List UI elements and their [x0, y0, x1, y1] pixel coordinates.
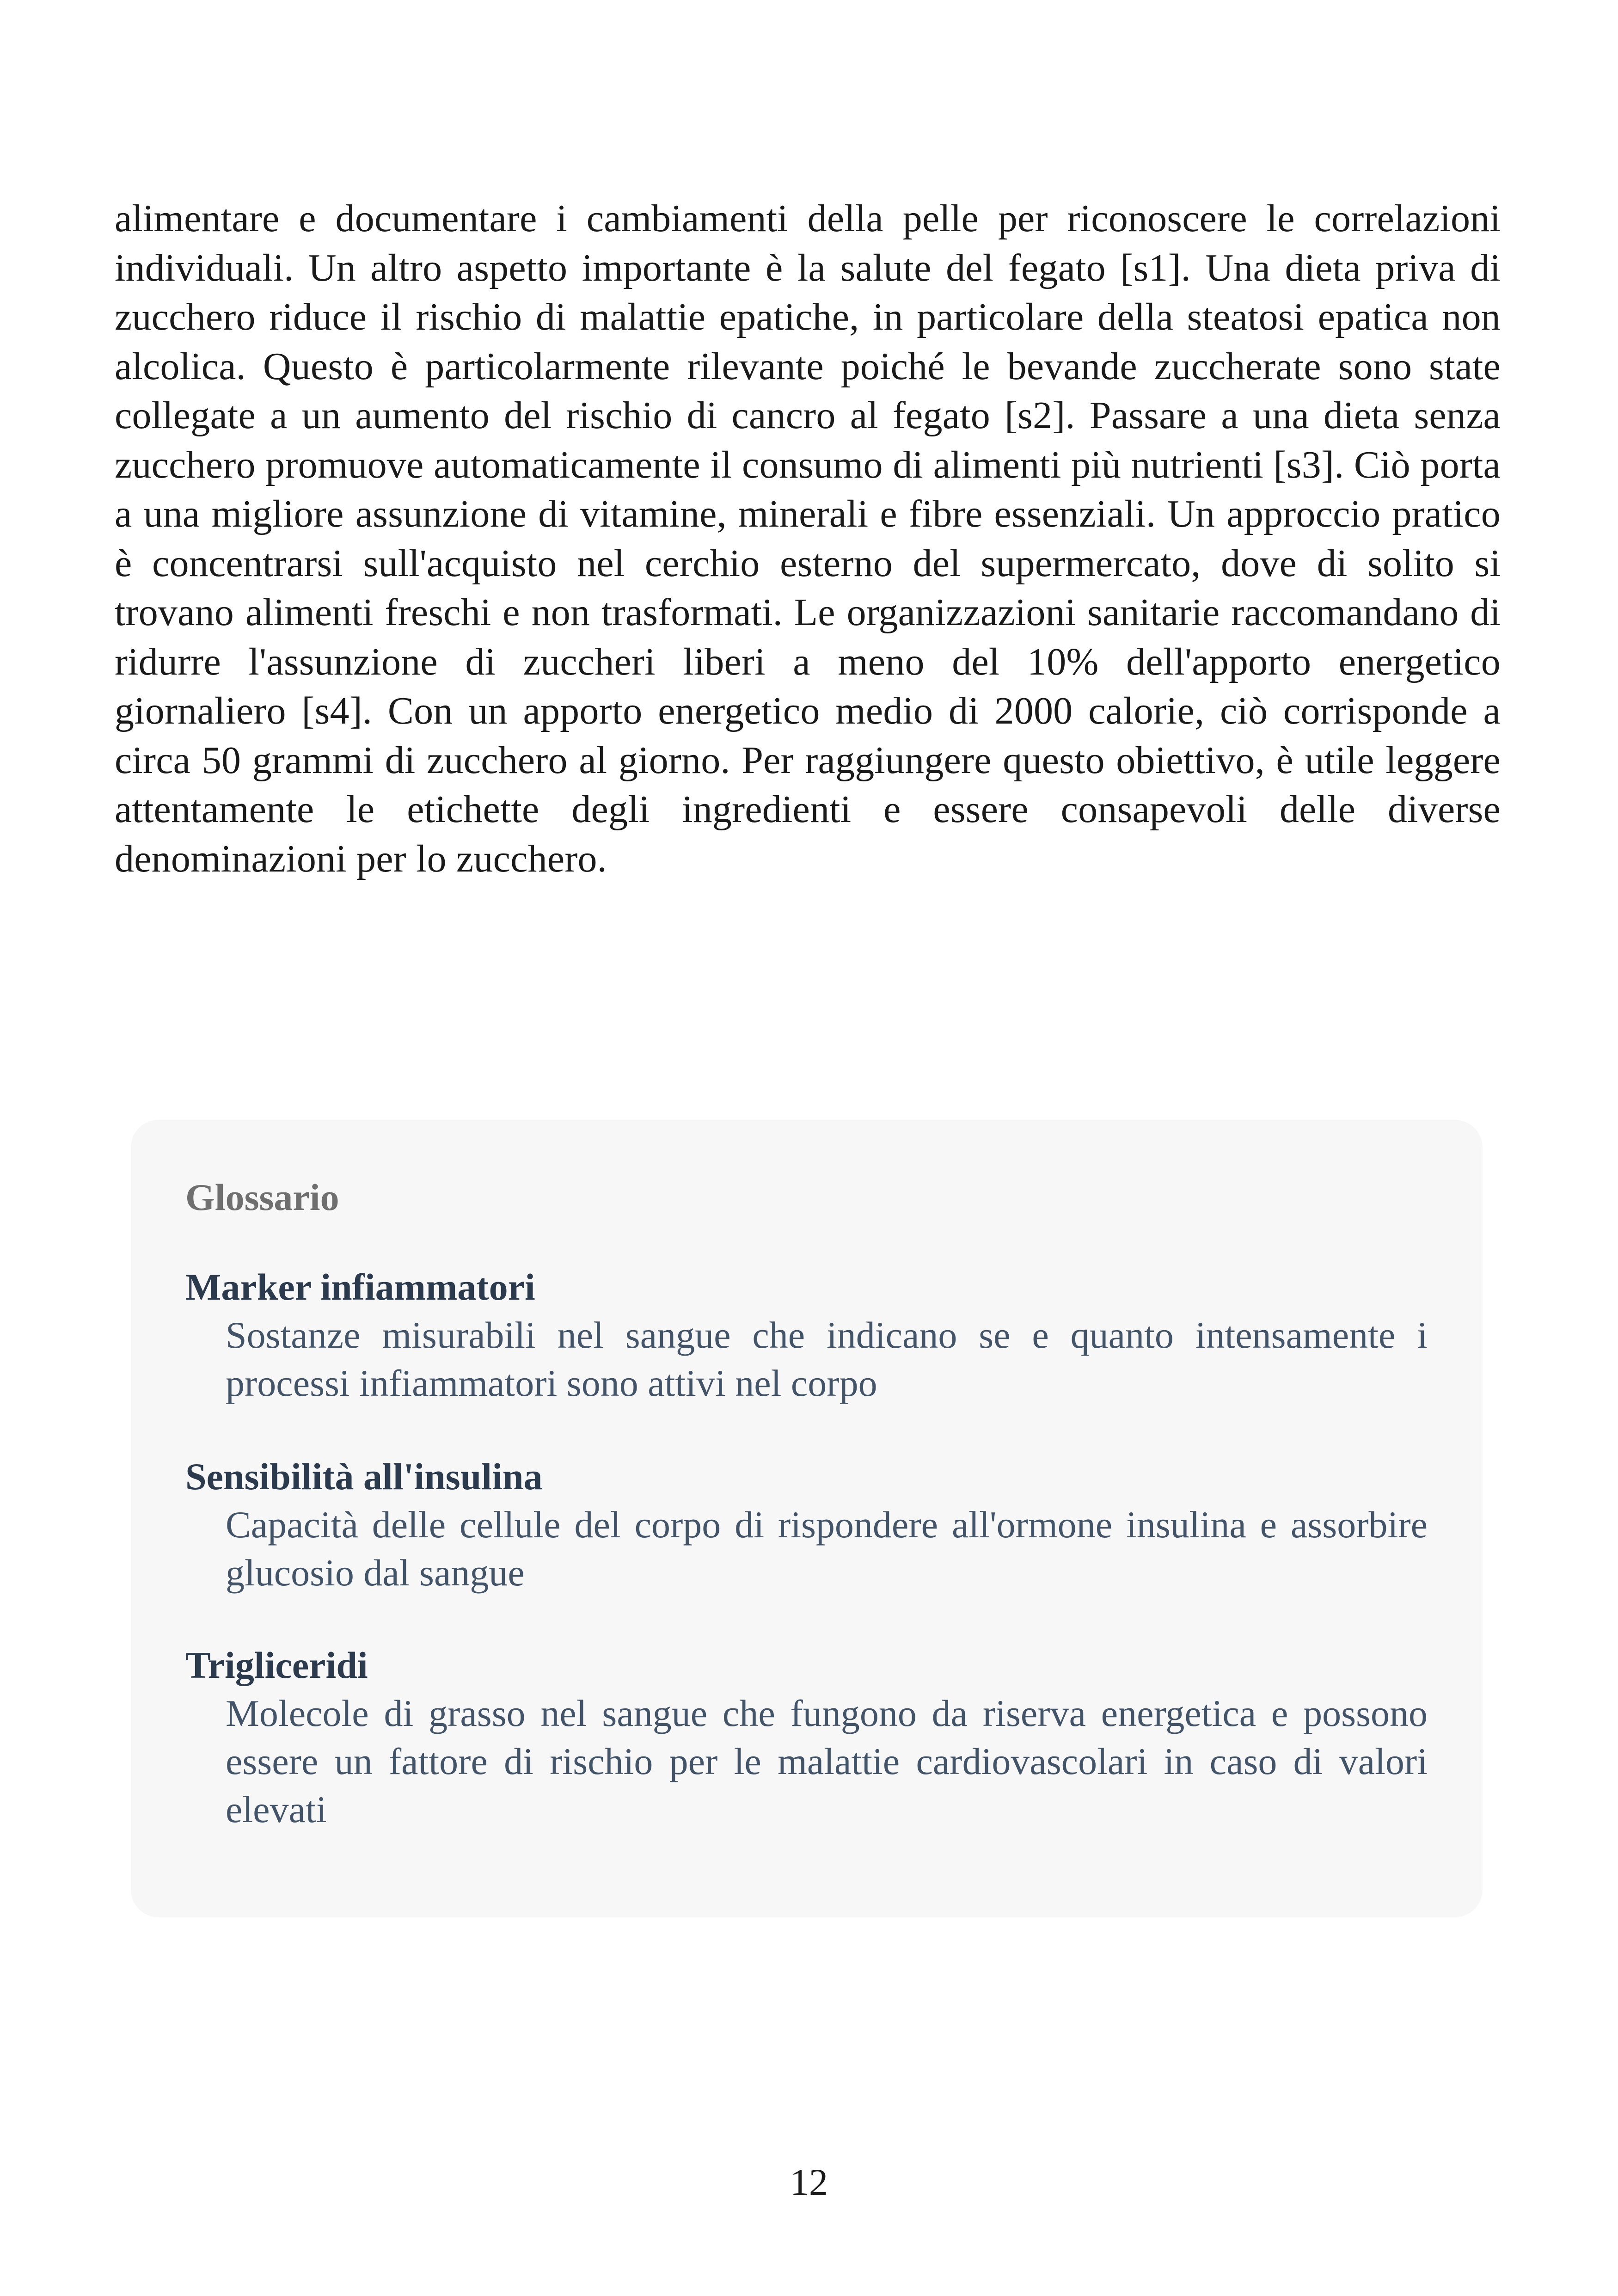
glossary-title: Glossario: [185, 1176, 339, 1218]
page-number: 12: [790, 2161, 828, 2203]
glossary-entry: [185, 1263, 1480, 1407]
glossary-definition: Molecole di grasso nel sangue che fungono da riserva energetica e possono essere un fattore di rischio per le malattie cardiovascolari in caso di valori elevati: [226, 1692, 1428, 1830]
glossary-entry: [185, 1453, 1480, 1597]
glossary-term: Marker infiammatori: [185, 1266, 535, 1308]
body-paragraph: alimentare e documentare i cambiamenti della pelle per riconoscere le correlazioni individuali. Un altro aspetto importante è la salute del fegato [s1]. Una dieta priva di zucchero riduce il rischio di malattie epatiche, in particolare della steatosi epatica non alcolica. Questo è particolarmente rilevante poiché le bevande zuccherate sono state collegate a un aumento del rischio di cancro al fegato [s2]. Passare a una dieta senza zucchero promuove automaticamente il consumo di alimenti più nutrienti [s3]. Ciò porta a una migliore assunzione di vitamine, minerali e fibre essenziali. Un approccio pratico è concentrarsi sull'acquisto nel cerchio esterno del supermercato, dove di solito si trovano alimenti freschi e non trasformati. Le organizzazioni sanitarie raccomandano di ridurre l'assunzione di zuccheri liberi a meno del 10% dell'apporto energetico giornaliero [s4]. Con un apporto energetico medio di 2000 calorie, ciò corrisponde a circa 50 grammi di zucchero al giorno. Per raggiungere questo obiettivo, è utile leggere attentamente le etichette degli ingredienti e essere consapevoli delle diverse denominazioni per lo zucchero.: [115, 197, 1501, 880]
glossary-definition: Capacità delle cellule del corpo di rispondere all'ormone insulina e assorbire glucosio dal sangue: [226, 1504, 1428, 1594]
glossary-box: [131, 1120, 1483, 1917]
glossary-entry: [185, 1641, 1480, 1834]
glossary-definition: Sostanze misurabili nel sangue che indicano se e quanto intensamente i processi infiammatori sono attivi nel corpo: [226, 1314, 1428, 1404]
glossary-term: Sensibilità all'insulina: [185, 1455, 543, 1498]
glossary-term: Trigliceridi: [185, 1644, 368, 1686]
